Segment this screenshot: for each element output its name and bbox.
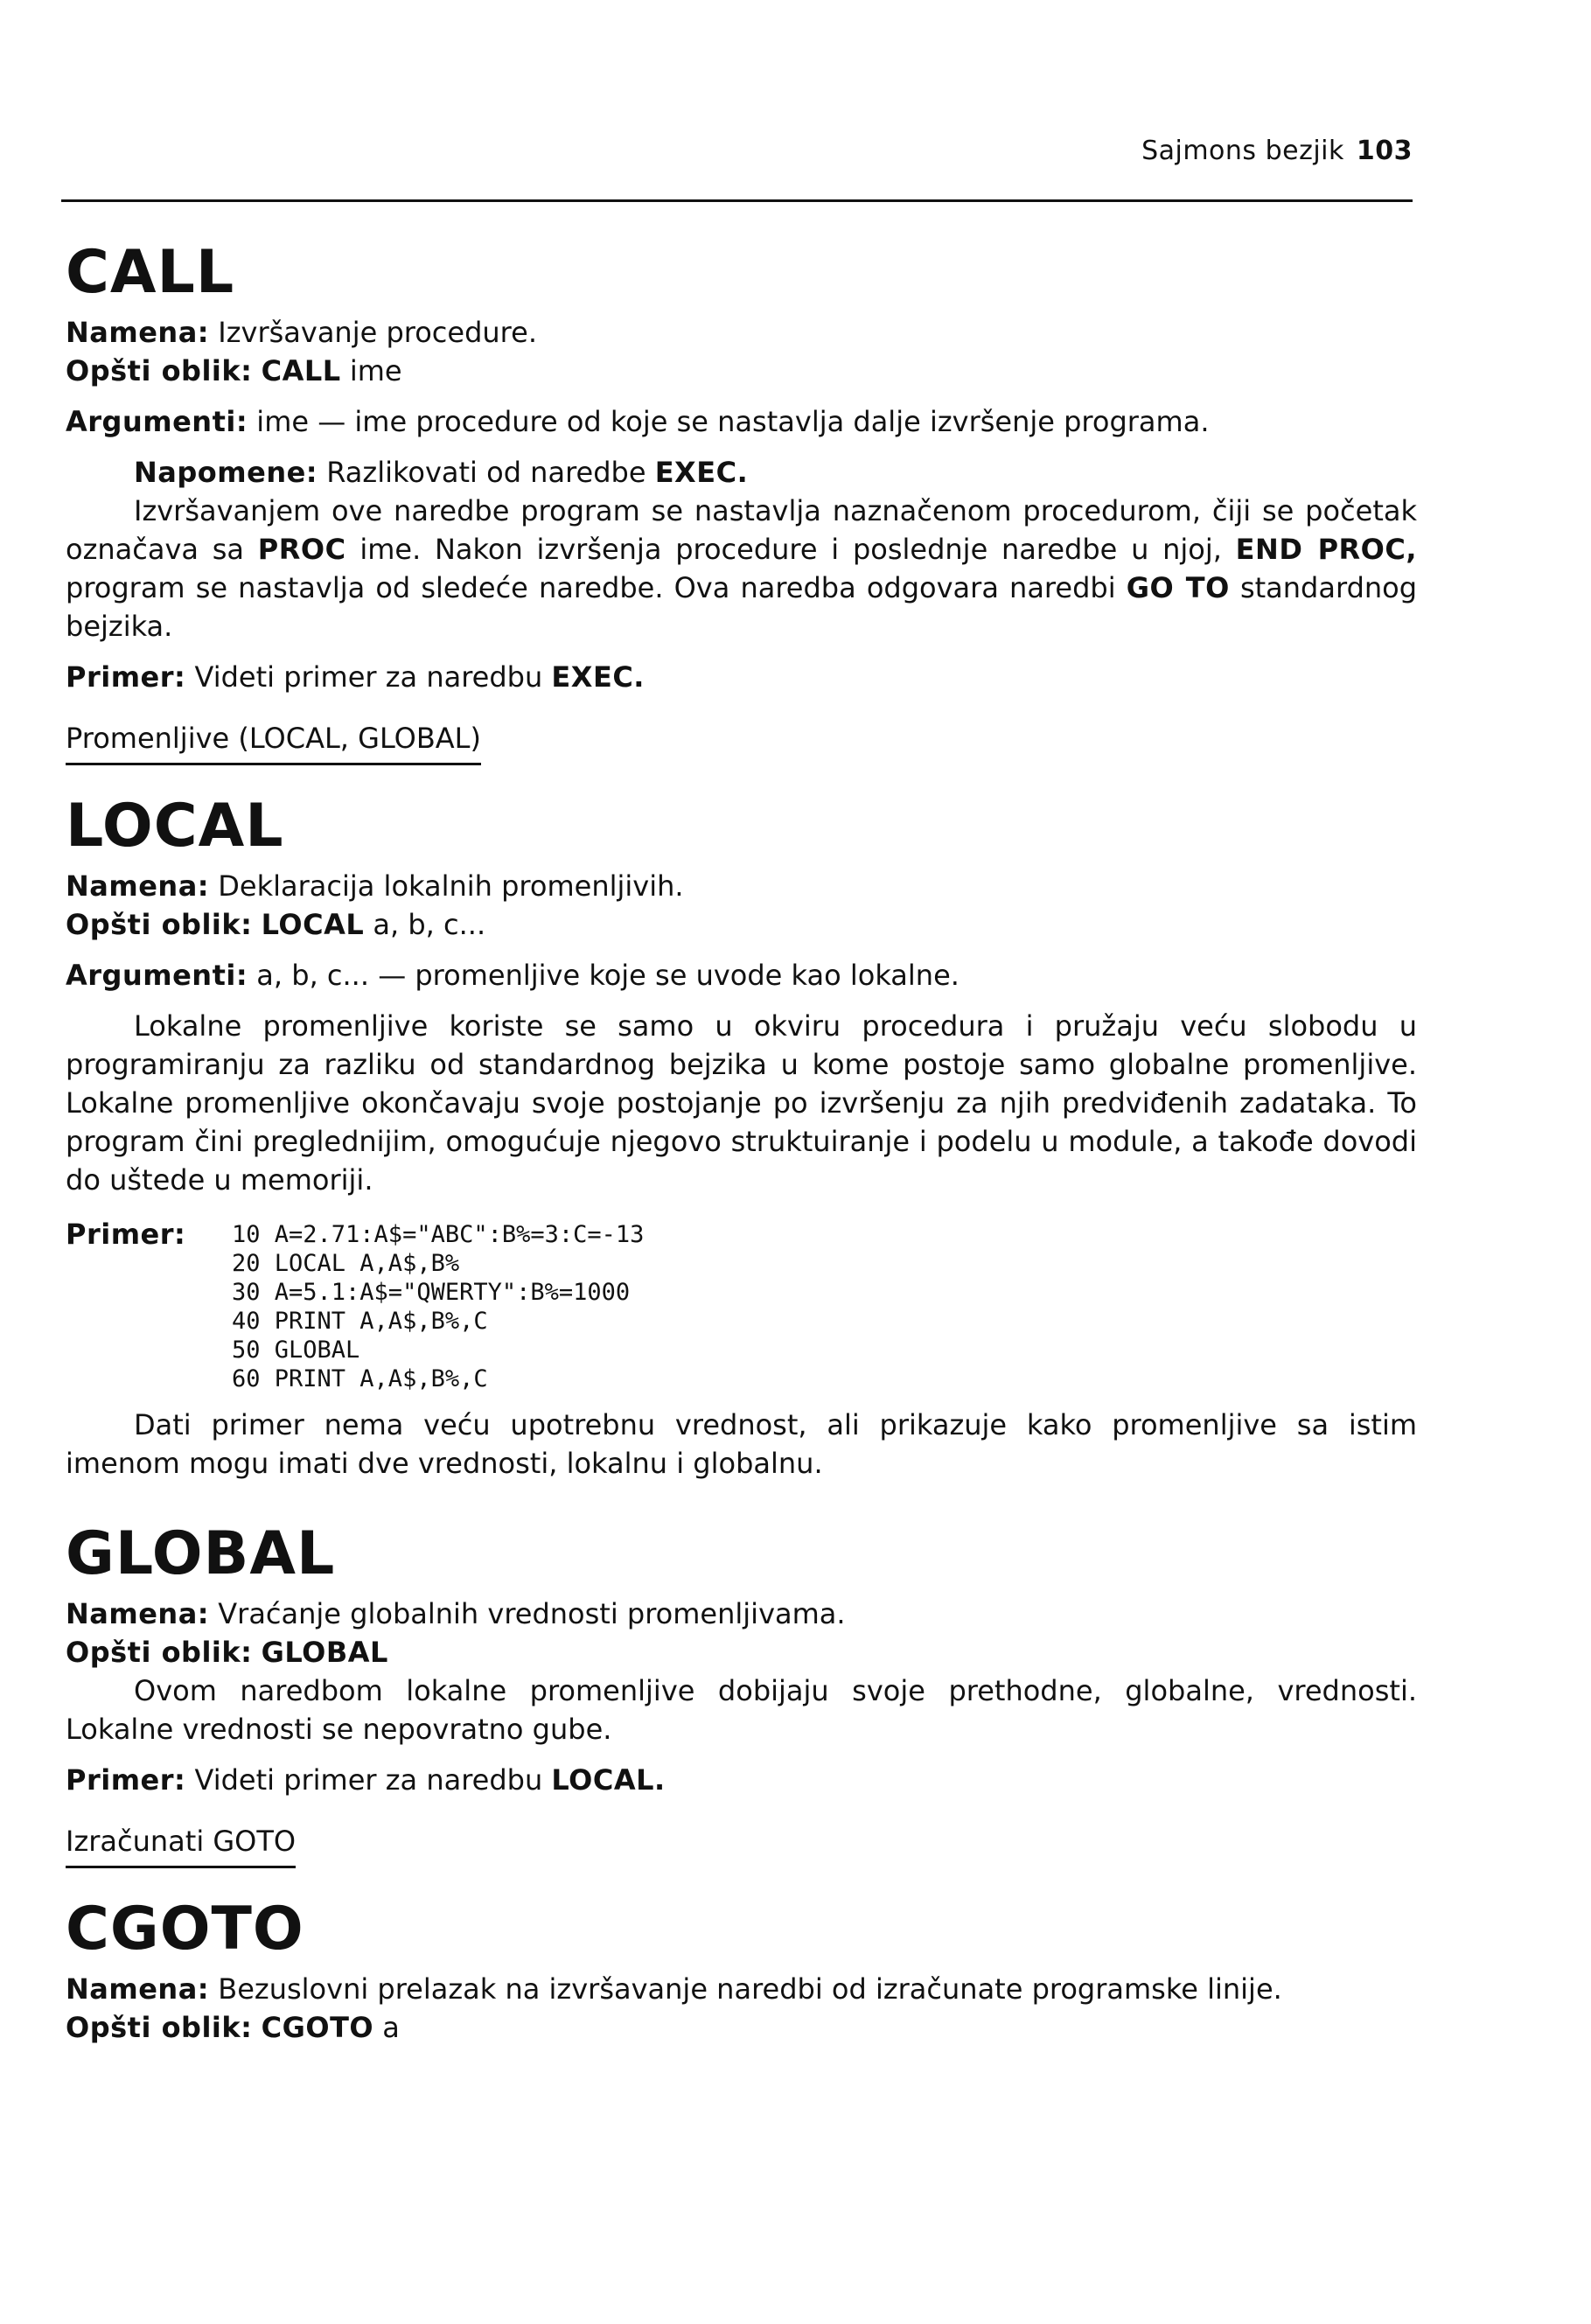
call-body [66,492,1417,646]
oblik-text: a [382,2011,400,2044]
namena-label: Namena: [66,1597,210,1630]
local-argumenti [66,956,1417,995]
call-oblik [66,352,1417,390]
call-napomene [66,453,1417,492]
section-local [66,790,1417,1483]
section-heading-goto: Izračunati GOTO [66,1822,296,1868]
call-namena [66,313,1417,352]
body-keyword-endproc: END PROC, [1235,533,1418,566]
global-namena [66,1595,1417,1633]
namena-text: Bezuslovni prelazak na izvršavanje naredbi od izračunate programske linije. [218,1972,1282,2006]
page-number: 103 [1356,136,1413,166]
primer-label: Primer: [66,660,186,694]
page-content [66,236,1417,2047]
local-title: LOCAL [66,792,284,861]
oblik-text: a, b, c... [373,908,486,941]
local-namena [66,867,1417,905]
header-rule [61,199,1413,202]
arg-label: Argumenti: [66,405,248,438]
oblik-keyword: GLOBAL [261,1636,388,1669]
arg-text: a, b, c... — promenljive koje se uvode kao lokalne. [256,959,959,992]
call-argumenti [66,402,1417,441]
namena-label: Namena: [66,1972,210,2006]
napomene-label: Napomene: [134,456,318,489]
body-part-2: ime. Nakon izvršenja procedure i poslednje naredbe u njoj, [359,533,1222,566]
local-example [66,1215,1417,1393]
oblik-label: Opšti oblik: [66,2011,253,2044]
oblik-keyword: LOCAL [261,908,365,941]
arg-label: Argumenti: [66,959,248,992]
oblik-label: Opšti oblik: [66,1636,253,1669]
primer-label: Primer: [66,1763,186,1797]
cgoto-title: CGOTO [66,1895,304,1964]
code-line: 50 GLOBAL [232,1336,360,1364]
global-title: GLOBAL [66,1519,336,1588]
code-line: 20 LOCAL A,A$,B% [232,1250,460,1277]
namena-label: Namena: [66,316,210,349]
call-primer [66,658,1417,696]
primer-label: Primer: [66,1218,186,1251]
local-body: Lokalne promenljive koriste se samo u okviru procedura i pružaju veću slobodu u programiranju za razliku od standardnog bejzika u kome postoje samo globalne promenljive. Lokalne promenljive okončavaju svoje postojanje po izvršenju za njih predviđenih zadataka. To program čini preglednijim, omogućuje njegovo struktuiranje i podelu u module, a takođe dovodi do uštede u memoriji. [66,1009,1417,1197]
oblik-label: Opšti oblik: [66,354,253,387]
cgoto-oblik [66,2008,1417,2047]
code-line: 40 PRINT A,A$,B%,C [232,1308,488,1335]
running-title: Sajmons bezjik [1141,136,1344,166]
call-title: CALL [66,238,235,307]
primer-keyword: EXEC. [551,660,645,694]
code-line: 30 A=5.1:A$="QWERTY":B%=1000 [232,1279,631,1306]
global-primer [66,1761,1417,1799]
oblik-text: ime [349,354,402,387]
oblik-keyword: CGOTO [261,2011,374,2044]
section-cgoto [66,1893,1417,2047]
napomene-text: Razlikovati od naredbe [326,456,646,489]
global-oblik [66,1633,1417,1671]
code-listing [232,1220,644,1393]
namena-text: Deklaracija lokalnih promenljivih. [218,869,684,903]
body-part-4: standardnog bejzika. [66,571,1418,643]
namena-text: Vraćanje globalnih vrednosti promenljivama. [218,1597,846,1630]
body-part-3: program se nastavlja od sledeće naredbe. Ova naredba odgovara naredbi [66,571,1116,604]
primer-keyword: LOCAL. [551,1763,666,1797]
section-heading-variables: Promenljive (LOCAL, GLOBAL) [66,719,481,765]
body-keyword-proc: PROC [257,533,346,566]
napomene-keyword: EXEC. [654,456,749,489]
oblik-label: Opšti oblik: [66,908,253,941]
body-keyword-goto: GO TO [1126,571,1230,604]
code-line: 60 PRINT A,A$,B%,C [232,1365,488,1392]
local-after-text: Dati primer nema veću upotrebnu vrednost, ali prikazuje kako promenljive sa istim imenom mogu imati dve vrednosti, lokalnu i globalnu. [66,1408,1417,1480]
primer-text: Videti primer za naredbu [194,660,543,694]
oblik-keyword: CALL [261,354,341,387]
arg-text: ime — ime procedure od koje se nastavlja dalje izvršenje programa. [256,405,1210,438]
body-part-1: Izvršavanjem ove naredbe program se nastavlja naznačenom procedurom, čiji se početak označava sa [66,494,1417,566]
global-body: Ovom naredbom lokalne promenljive dobijaju svoje prethodne, globalne, vrednosti. Lokalne vrednosti se nepovratno gube. [66,1674,1417,1746]
section-call [66,236,1417,696]
running-header [61,136,1413,166]
section-global [66,1518,1417,1799]
cgoto-namena [66,1970,1417,2008]
local-oblik [66,905,1417,944]
code-line: 10 A=2.71:A$="ABC":B%=3:C=-13 [232,1221,645,1248]
namena-text: Izvršavanje procedure. [218,316,537,349]
namena-label: Namena: [66,869,210,903]
primer-text: Videti primer za naredbu [194,1763,543,1797]
